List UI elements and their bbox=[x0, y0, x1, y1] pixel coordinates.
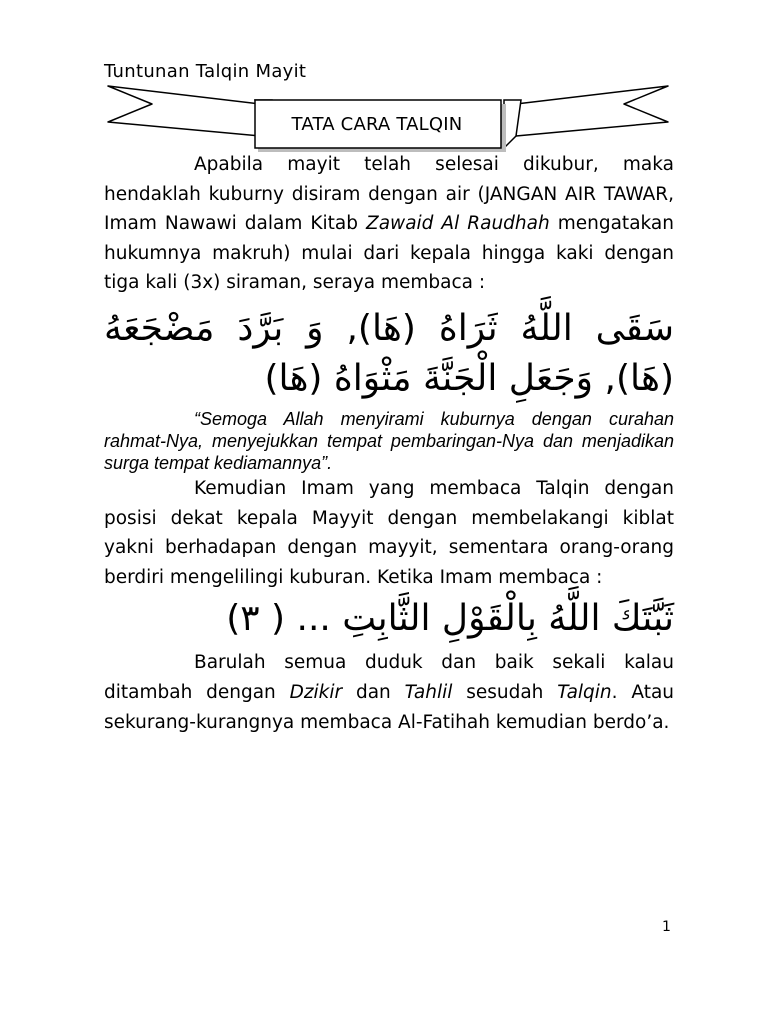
arabic-talqin-phrase: ثَبَّتَكَ اللَّهُ بِالْقَوْلِ الثَّابِتِ ... ( ٣) bbox=[226, 598, 674, 640]
document-header-title: Tuntunan Talqin Mayit bbox=[104, 61, 307, 82]
book-title-italic: Zawaid Al Raudhah bbox=[366, 213, 550, 235]
dzikir-italic: Dzikir bbox=[289, 681, 343, 703]
paragraph-closing bbox=[104, 648, 674, 737]
paragraph-intro-text: Apabila mayit telah selesai dikubur, maka hendaklah kuburny disiram dengan air (JANGAN AIR TAWAR, Imam Nawawi dalam Kitab bbox=[104, 154, 674, 235]
ribbon-left-tail bbox=[108, 86, 260, 136]
paragraph-closing-text: Barulah semua duduk dan baik sekali kalau ditambah dengan bbox=[104, 652, 674, 703]
ribbon-right-tail bbox=[516, 86, 668, 136]
paragraph-talqin-position: Kemudian Imam yang membaca Talqin dengan posisi dekat kepala Mayyit dengan membelakangi kiblat yakni berhadapan dengan mayyit, sementara orang-orang berdiri mengelilingi kuburan. Ketika Imam membaca : bbox=[104, 477, 674, 588]
talqin-italic: Talqin bbox=[557, 681, 612, 703]
paragraph-closing-text-2: dan bbox=[342, 681, 405, 703]
paragraph-intro bbox=[104, 150, 674, 298]
tahlil-italic: Tahlil bbox=[404, 681, 453, 703]
page-number: 1 bbox=[662, 919, 671, 935]
paragraph-closing-text-4: . Atau sekurang-kurangnya membaca Al-Fatihah kemudian berdo’a. bbox=[104, 681, 675, 733]
paragraph-intro-text-cont: mengatakan hukumnya makruh) mulai dari kepala hingga kaki dengan tiga kali (3x) siraman, seraya membaca : bbox=[104, 213, 674, 294]
banner-title: TATA CARA TALQIN bbox=[291, 113, 463, 135]
document-body bbox=[104, 150, 674, 737]
prayer-translation: “Semoga Allah menyirami kuburnya dengan curahan rahmat-Nya, menyejukkan tempat pembaringan-Nya dan menjadikan surga tempat kediamannya”. bbox=[104, 408, 674, 473]
arabic-prayer: سَقَى اللَّهُ ثَرَاهُ (هَا), وَ بَرَّدَ مَضْجَعَهُ (هَا), وَجَعَلِ الْجَنَّةَ مَثْوَاهُ (هَا) bbox=[104, 307, 674, 399]
paragraph-closing-text-3: sesudah bbox=[452, 681, 558, 703]
